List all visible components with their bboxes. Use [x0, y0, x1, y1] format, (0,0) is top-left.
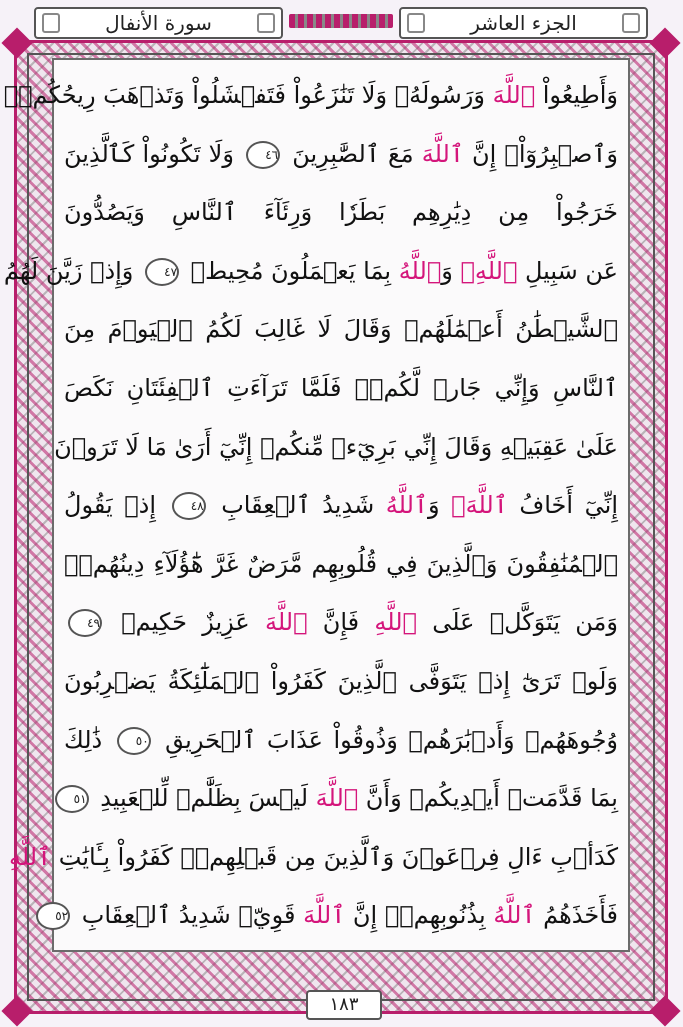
text-lines	[3, 66, 628, 945]
verse-text: وَ	[427, 491, 452, 520]
verse-text: كَدَأۡبِ ءَالِ فِرۡعَوۡنَ وَٱلَّذِينَ مِن قَبۡلِهِمۡۚ كَفَرُواْ بِـَٔايَٰتِ	[51, 842, 618, 871]
verse-text: وَأَطِيعُواْ	[535, 81, 618, 109]
verse-text: وُجُوهَهُمۡ وَأَدۡبَٰرَهُمۡ وَذُوقُواْ عَذَابَ ٱلۡحَرِيقِ	[154, 725, 618, 754]
verse-text: وَلَوۡ تَرَىٰٓ إِذۡ يَتَوَفَّى ٱلَّذِينَ كَفَرُواْ ٱلۡمَلَٰٓئِكَةُ يَضۡرِبُونَ	[64, 666, 618, 695]
ayah-number-marker: ٥١	[55, 785, 89, 813]
verse-line	[54, 418, 628, 477]
verse-text: وَإِذۡ زَيَّنَ لَهُمُ	[3, 256, 142, 285]
quran-text-area	[3, 58, 630, 952]
verse-text: بِمَا قَدَّمَتۡ أَيۡدِيكُمۡ وَأَنَّ	[358, 784, 618, 813]
ayah-number-marker: ٤٩	[68, 609, 102, 637]
divine-name-text: ٱللَّهَ	[264, 608, 308, 637]
verse-text: مَعَ ٱلصَّٰبِرِينَ	[284, 139, 422, 168]
page-header	[14, 4, 668, 38]
juz-label: الجزء العاشر	[399, 7, 648, 39]
divine-name-text: ٱللَّهَ	[303, 901, 346, 930]
divine-name-text: ٱللَّهُ	[398, 256, 442, 285]
verse-line	[54, 652, 628, 711]
verse-text: عَن سَبِيلِ	[517, 256, 618, 285]
verse-text: إِذۡ يَقُولُ	[64, 491, 168, 520]
header-ornament	[289, 14, 393, 28]
verse-text: فَإِنَّ	[307, 608, 375, 637]
verse-text: ٱلشَّيۡطَٰنُ أَعۡمَٰلَهُمۡ وَقَالَ لَا غَالِبَ لَكُمُ ٱلۡيَوۡمَ مِنَ	[64, 315, 618, 344]
verse-text: عَزِيزٌ حَكِيمٞ	[106, 608, 265, 637]
verse-line	[3, 242, 628, 301]
divine-name-text: ٱللَّهَۚ	[451, 491, 508, 520]
verse-line	[54, 535, 628, 594]
divine-name-text: ٱللَّهُ	[385, 491, 428, 520]
verse-text: ذَٰلِكَ	[64, 725, 113, 754]
verse-line	[54, 300, 628, 359]
verse-line	[54, 476, 628, 535]
divine-name-text: ٱللَّهِ	[8, 842, 52, 871]
verse-text: لَيۡسَ بِظَلَّٰمٖ لِّلۡعَبِيدِ	[92, 784, 316, 813]
verse-text: بِذُنُوبِهِمۡۚ إِنَّ	[345, 901, 494, 930]
verse-text: وَ	[441, 256, 461, 285]
ayah-number-marker: ٥٠	[117, 727, 151, 755]
verse-text: وَٱصۡبِرُوٓاْۚ إِنَّ	[463, 139, 619, 168]
divine-name-text: ٱللَّهَ	[315, 784, 359, 813]
divine-name-text: ٱللَّهِ	[374, 608, 417, 637]
verse-line	[54, 769, 628, 828]
surah-name-label: سورة الأنفال	[34, 7, 283, 39]
verse-text: فَأَخَذَهُمُ	[535, 901, 618, 930]
verse-text: عَلَىٰ عَقِبَيۡهِ وَقَالَ إِنِّي بَرِيٓءٞ مِّنكُمۡ إِنِّيٓ أَرَىٰ مَا لَا تَرَوۡنَ	[54, 432, 618, 461]
verse-line	[54, 359, 628, 418]
ayah-number-marker: ٥٢	[36, 902, 70, 930]
ayah-number-marker: ٤٧	[145, 258, 179, 286]
verse-text: شَدِيدُ ٱلۡعِقَابِ	[209, 491, 386, 520]
ayah-number-marker: ٤٨	[172, 492, 206, 520]
verse-line	[54, 125, 628, 184]
divine-name-text: ٱللَّهُ	[493, 901, 536, 930]
page-number: ١٨٣	[306, 990, 382, 1020]
verse-line	[8, 828, 628, 887]
verse-line	[54, 183, 628, 242]
verse-text: ٱلۡمُنَٰفِقُونَ وَٱلَّذِينَ فِي قُلُوبِهِم مَّرَضٌ غَرَّ هَٰٓؤُلَآءِ دِينُهُمۡۗ	[64, 549, 618, 578]
verse-text: وَمَن يَتَوَكَّلۡ عَلَى	[416, 608, 619, 637]
verse-text: وَلَا تَكُونُواْ كَٱلَّذِينَ	[64, 139, 243, 168]
divine-name-text: ٱللَّهَ	[492, 81, 536, 109]
verse-line	[54, 886, 628, 945]
verse-text: إِنِّيٓ أَخَافُ	[507, 491, 619, 520]
verse-text: خَرَجُواْ مِن دِيَٰرِهِم بَطَرٗا وَرِئَآءَ ٱلنَّاسِ وَيَصُدُّونَ	[64, 198, 618, 227]
verse-text: قَوِيّٞ شَدِيدُ ٱلۡعِقَابِ	[74, 901, 304, 930]
verse-line	[3, 66, 628, 125]
verse-text: بِمَا يَعۡمَلُونَ مُحِيطٞ	[183, 256, 399, 285]
divine-name-text: ٱللَّهِۚ	[460, 256, 518, 285]
verse-line	[54, 711, 628, 770]
verse-text: ٱلنَّاسِ وَإِنِّي جَارٞ لَّكُمۡۖ فَلَمَّا تَرَآءَتِ ٱلۡفِئَتَانِ نَكَصَ	[64, 373, 618, 402]
verse-line	[54, 593, 628, 652]
verse-text: وَرَسُولَهُۥ وَلَا تَنَٰزَعُواْ فَتَفۡشَلُواْ وَتَذۡهَبَ رِيحُكُمۡۖ	[3, 81, 493, 109]
ayah-number-marker: ٤٦	[246, 141, 280, 169]
divine-name-text: ٱللَّهَ	[421, 139, 464, 168]
